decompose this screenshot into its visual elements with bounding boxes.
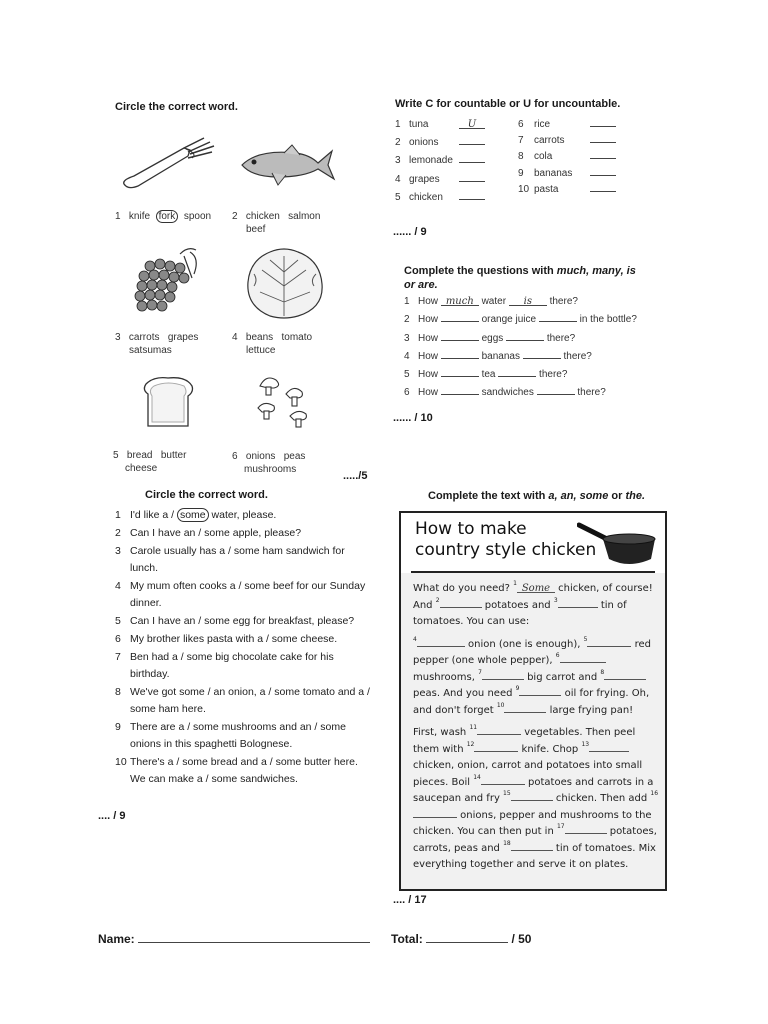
- word-fork-circled[interactable]: fork: [156, 210, 179, 223]
- list-item: [395, 188, 485, 206]
- list-item: [518, 166, 616, 182]
- word-knife[interactable]: knife: [128, 211, 151, 222]
- item1-row: 1 knife fork spoon: [115, 211, 212, 222]
- section3-title: Complete the questions with much, many, is or are.: [404, 265, 636, 291]
- sentence-row: [115, 684, 375, 718]
- section2-right-list: [518, 117, 616, 198]
- item-number: 4: [404, 350, 410, 362]
- answer-blank[interactable]: U: [459, 117, 485, 129]
- question-noun: water: [481, 296, 507, 307]
- sentence-text[interactable]: Can I have an / some egg for breakfast, please?: [130, 615, 355, 627]
- name-field: [98, 930, 370, 946]
- question-noun: tea: [481, 369, 496, 381]
- question-noun: sandwiches: [481, 387, 534, 399]
- item-number: 4: [395, 173, 401, 185]
- item-number: 9: [115, 721, 121, 733]
- section3-list: [404, 294, 637, 402]
- sentence-text[interactable]: There are a / some mushrooms and an / some onions in this spaghetti Bolognese.: [130, 721, 346, 750]
- question-end: there?: [549, 296, 578, 307]
- sentence-text[interactable]: Carole usually has a / some ham sandwich for lunch.: [130, 545, 345, 574]
- name-label: Name:: [98, 932, 135, 946]
- section1-score: ...../5: [343, 470, 368, 482]
- fork-illustration: [118, 132, 218, 192]
- item-number: 1: [115, 509, 121, 521]
- item-number: 5: [395, 191, 401, 203]
- blank-14[interactable]: [481, 775, 525, 785]
- answer-blank[interactable]: [590, 166, 616, 176]
- word-bread[interactable]: bread: [126, 450, 153, 461]
- word-peas[interactable]: peas: [283, 451, 306, 462]
- word-salmon[interactable]: salmon: [288, 211, 321, 222]
- item-number: 8: [115, 686, 121, 698]
- blank-8[interactable]: [604, 670, 646, 680]
- word-onions[interactable]: onions: [245, 451, 276, 462]
- word-beans[interactable]: beans: [245, 332, 274, 343]
- blank-7[interactable]: [482, 670, 524, 680]
- section2-score: ...... / 9: [393, 226, 427, 238]
- answer-blank-2[interactable]: is: [509, 294, 547, 306]
- item-number: 10: [115, 756, 127, 768]
- item-word: chicken: [409, 191, 443, 203]
- total-out-of: / 50: [511, 932, 532, 946]
- lettuce-illustration: [240, 246, 328, 320]
- blank-9[interactable]: [519, 686, 561, 696]
- item-number: 2: [395, 137, 401, 149]
- section4-list: [115, 507, 375, 789]
- sentence-text[interactable]: Ben had a / some big chocolate cake for his birthday.: [130, 651, 334, 680]
- question-word: How: [418, 332, 439, 344]
- answer-blank-1[interactable]: [441, 365, 479, 377]
- list-item: [518, 133, 616, 149]
- item-word: lemonade: [409, 155, 453, 167]
- blank-11[interactable]: [477, 725, 521, 735]
- fish-illustration: [238, 143, 338, 187]
- answer-blank-1[interactable]: much: [441, 294, 479, 306]
- recipe-box: [399, 511, 667, 891]
- word-beef[interactable]: beef: [246, 224, 266, 235]
- item-number: 6: [115, 633, 121, 645]
- question-word: How: [418, 296, 439, 307]
- item-word: carrots: [534, 135, 565, 147]
- item-number: 9: [518, 167, 524, 179]
- item-number: 5: [404, 369, 410, 381]
- question-noun: bananas: [481, 350, 520, 362]
- item-word: tuna: [409, 119, 429, 130]
- answer-blank-1[interactable]: [441, 329, 479, 341]
- item6-row: 6 onions peas mushrooms: [232, 451, 306, 475]
- sentence-row: [115, 525, 375, 542]
- section2-title: Write C for countable or U for uncountable.: [395, 98, 621, 110]
- total-blank[interactable]: [426, 930, 508, 943]
- question-row: [404, 294, 637, 310]
- section5-score: .... / 17: [393, 894, 427, 906]
- question-row: [404, 310, 637, 328]
- blank-10[interactable]: [504, 703, 546, 713]
- answer-blank[interactable]: [590, 182, 616, 192]
- answer-blank-2[interactable]: [523, 347, 561, 359]
- answer-blank[interactable]: [459, 133, 485, 145]
- circled-answer: some: [177, 508, 209, 522]
- mushrooms-illustration: [252, 372, 322, 432]
- sentence-text[interactable]: We've got some / an onion, a / some tomato and a / some ham here.: [130, 686, 370, 715]
- answer-blank[interactable]: [590, 117, 616, 127]
- name-blank[interactable]: [138, 930, 370, 943]
- item-number: 5: [115, 615, 121, 627]
- section1-title: Circle the correct word.: [115, 101, 238, 113]
- list-item: [395, 151, 485, 169]
- item-number: 2: [115, 527, 121, 539]
- item-number: 1: [395, 119, 401, 130]
- question-word: How: [418, 387, 439, 399]
- blank-2[interactable]: [440, 598, 482, 608]
- answer-blank[interactable]: [459, 151, 485, 163]
- item-word: cola: [534, 151, 553, 163]
- item-number: 4: [115, 580, 121, 592]
- word-spoon[interactable]: spoon: [183, 211, 212, 222]
- question-end: in the bottle?: [579, 314, 637, 326]
- item3-row: 3 carrots grapes satsumas: [115, 332, 199, 356]
- sentence-row: [115, 507, 375, 524]
- sentence-text[interactable]: Can I have an / some apple, please?: [130, 527, 302, 539]
- item-number: 10: [518, 183, 530, 195]
- question-noun: eggs: [481, 332, 504, 344]
- blank-3[interactable]: [558, 598, 598, 608]
- item-word: bananas: [534, 167, 573, 179]
- item-number: 6: [404, 387, 410, 399]
- grapes-illustration: [130, 244, 210, 316]
- question-row: [404, 329, 637, 347]
- word-tomato[interactable]: tomato: [281, 332, 313, 343]
- question-row: [404, 383, 637, 401]
- item-number: 2: [404, 314, 410, 326]
- word-chicken[interactable]: chicken: [245, 211, 280, 222]
- list-item: [518, 149, 616, 165]
- question-row: [404, 347, 637, 365]
- item-number: 6: [518, 119, 524, 130]
- section5-title: Complete the text with a, an, some or the.: [428, 490, 646, 502]
- question-word: How: [418, 314, 439, 326]
- recipe-title: How to make country style chicken: [415, 519, 597, 560]
- item-word: rice: [534, 119, 551, 130]
- item-number: 3: [115, 545, 121, 557]
- recipe-text: What do you need? $^1$ Some chicken, of course! And $^2$ potatoes and $^3$ tin of tomatoes. You can use: $^4$ onion (one is enough), $^5$ red pepper (one whole pepper), $^6$ mushrooms, $^7$ big carrot and $^8$ peas. And you need $^9$ oil for frying. Oh, and don't forget $^{10}$ large frying pan! First, wash $^{11}$ vegetables. Then peel them with $^{12}$ knife. Chop $^{13}$ chicken, onion, carrot and potatoes into small pieces. Boil $^{14}$ potatoes and carrots in a saucepan and fry $^{15}$ chicken. Then add $^{16}$ onions, pepper and mushrooms to the chicken. You can then put in $^{17}$ potatoes, carrots, peas and $^{18}$ tin of tomatoes. Mix everything together and serve it on plates.: [413, 580, 659, 870]
- answer-blank-1[interactable]: [441, 383, 479, 395]
- sentence-text[interactable]: My brother likes pasta with a / some cheese.: [130, 633, 338, 645]
- question-end: there?: [577, 387, 606, 399]
- sentence-text[interactable]: I'd like a / some water, please.: [130, 509, 277, 521]
- answer-blank-2[interactable]: [539, 310, 577, 322]
- list-item: [395, 133, 485, 151]
- item-number: 1: [404, 296, 410, 307]
- item-word: pasta: [534, 183, 559, 195]
- sentence-text[interactable]: There's a / some bread and a / some butter here. We can make a / some sandwiches.: [130, 756, 358, 785]
- answer-blank-1[interactable]: [441, 347, 479, 359]
- blank-15[interactable]: [511, 791, 553, 801]
- word-carrots[interactable]: carrots: [128, 332, 160, 343]
- answer-blank[interactable]: [459, 170, 485, 182]
- question-noun: orange juice: [481, 314, 537, 326]
- item-word: grapes: [409, 173, 440, 185]
- item-number: 3: [395, 155, 401, 167]
- answer-blank-2[interactable]: [506, 329, 544, 341]
- blank-12[interactable]: [474, 742, 518, 752]
- sentence-row: [115, 631, 375, 648]
- list-item: [518, 182, 616, 198]
- section2-left-list: [395, 117, 485, 206]
- question-end: there?: [539, 369, 568, 381]
- blank-4[interactable]: [417, 637, 465, 647]
- blank-16[interactable]: [413, 808, 457, 818]
- total-field: [391, 930, 531, 946]
- list-item: [518, 117, 616, 133]
- sentence-row: [115, 613, 375, 630]
- list-item: [395, 117, 485, 133]
- item-number: 8: [518, 151, 524, 163]
- item5-row: 5 bread butter cheese: [113, 450, 187, 474]
- answer-1-filled[interactable]: Some: [517, 581, 555, 593]
- question-row: [404, 365, 637, 383]
- item2-row: 2 chicken salmon beef: [232, 211, 321, 235]
- item-number: 7: [115, 651, 121, 663]
- sentence-text[interactable]: My mum often cooks a / some beef for our Sunday dinner.: [130, 580, 366, 609]
- section3-score: ...... / 10: [393, 412, 433, 424]
- sentence-row: [115, 719, 375, 753]
- item-word: onions: [409, 137, 439, 149]
- sentence-row: [115, 578, 375, 612]
- question-end: there?: [546, 332, 576, 344]
- list-item: [395, 170, 485, 188]
- section4-score: .... / 9: [98, 810, 126, 822]
- blank-18[interactable]: [511, 841, 553, 851]
- item-number: 3: [404, 332, 410, 344]
- answer-blank-1[interactable]: [441, 310, 479, 322]
- answer-blank[interactable]: [590, 133, 616, 143]
- item-number: 7: [518, 135, 524, 147]
- blank-5[interactable]: [587, 637, 631, 647]
- blank-13[interactable]: [589, 742, 629, 752]
- sentence-row: [115, 649, 375, 683]
- answer-blank[interactable]: [459, 188, 485, 200]
- item4-row: 4 beans tomato lettuce: [232, 332, 313, 356]
- question-end: there?: [563, 350, 592, 362]
- word-mushrooms[interactable]: mushrooms: [244, 464, 297, 475]
- word-grapes[interactable]: grapes: [167, 332, 199, 343]
- section4-title: Circle the correct word.: [145, 489, 268, 501]
- word-butter[interactable]: butter: [160, 450, 187, 461]
- answer-blank-2[interactable]: [537, 383, 575, 395]
- answer-blank-2[interactable]: [498, 365, 536, 377]
- blank-17[interactable]: [565, 824, 607, 834]
- frying-pan-icon: [577, 519, 661, 569]
- total-label: Total:: [391, 932, 423, 946]
- word-satsumas[interactable]: satsumas: [129, 345, 172, 356]
- word-lettuce[interactable]: lettuce: [246, 345, 276, 356]
- blank-6[interactable]: [560, 653, 606, 663]
- question-word: How: [418, 350, 439, 362]
- word-cheese[interactable]: cheese: [125, 463, 158, 474]
- answer-blank[interactable]: [590, 149, 616, 159]
- sentence-row: [115, 543, 375, 577]
- question-word: How: [418, 369, 439, 381]
- sentence-row: [115, 754, 375, 788]
- bread-illustration: [140, 376, 196, 428]
